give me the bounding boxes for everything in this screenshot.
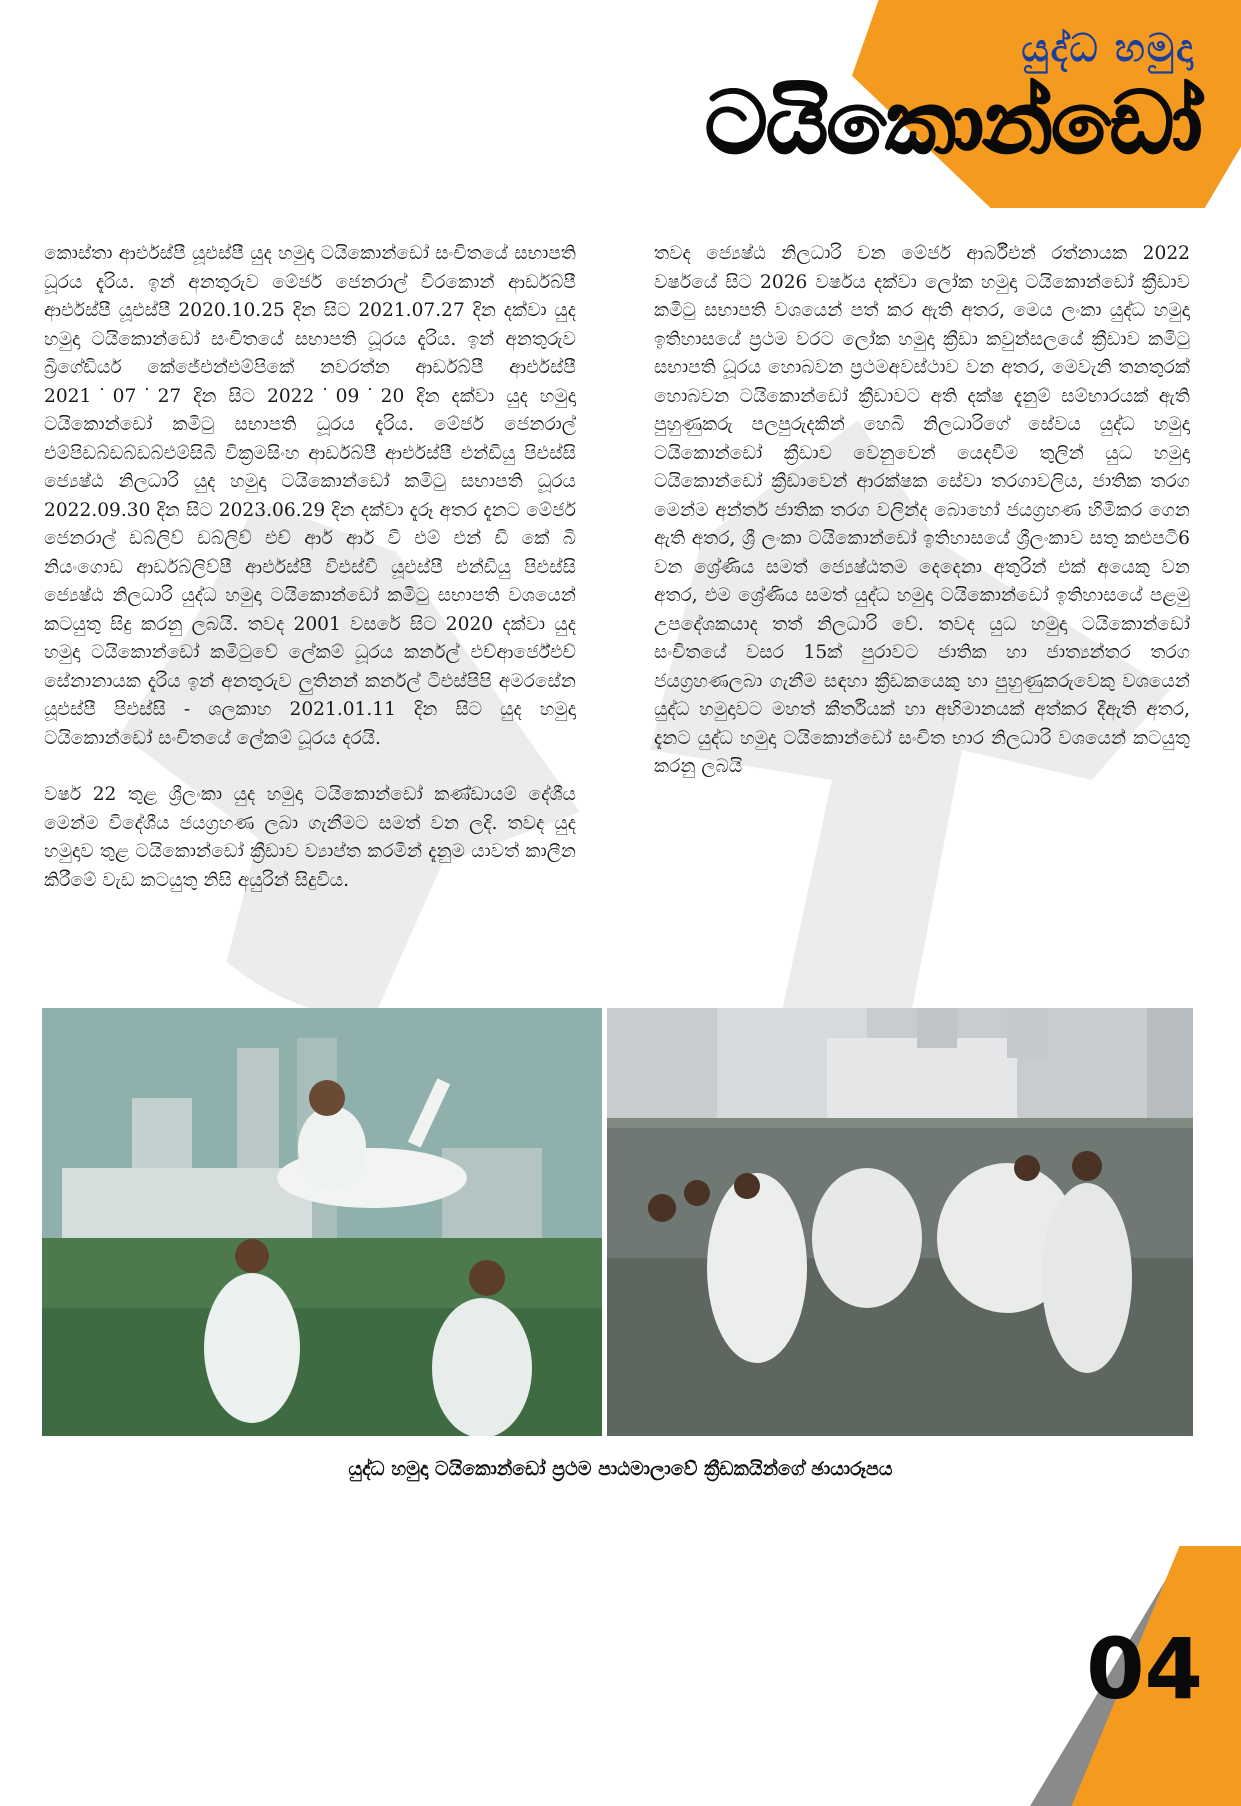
left-paragraph-1: කොස්තා ආර්එස්පී යූඑස්පී යුද හමුදා ටයිකොන්ඩෝ සංචිතයේ සභාපති ධූරය දැරිය. ඉන් අනතුරුව මේජර් ජෙනරාල් වීරකොන් ආර්ඩබ්පී ආර්එස්පී යූඑස්පී 2020.10.25 දින සිට 2021.07.27 දින දක්වා යුද හමුදා ටයිකොන්ඩෝ සංචිතයේ සභාපති ධූරය දැරිය. ඉන් අනතුරුව බ්‍රිගේඩියර් කේජේඑන්එම්පිකේ නවරත්න ආර්ඩබ්පී ආර්එස්පී 2021˙07˙27 දින සිට 2022˙09˙20 දින දක්වා යුද හමුදා ටයිකොන්ඩෝ කමිටු සභාපති ධූරය දැරිය. මේජර් ජෙනරාල් එම්පිඩබ්ඩබ්ඩබ්එම්සිබි වික්‍රමසිංහ ආර්ඩබ්පී ආර්එස්පී එන්ඩියු පිඑස්සි ජ්‍යෙෂ්ඨ නිලධාරි යුද හමුදා ටයිකොන්ඩෝ කමිටු සභාපති ධූරය 2022.09.30 දින සිට 2023.06.29 දින දක්වා දැරූ අතර දැනට මේජර් ජෙනරාල් ඩබ්ලිව් ඩබ්ලිව් එච් ආර් ආර් වි එම් එන් ඩි කේ බි නියංගොඩ ආර්ඩබ්ලිව්පී ආර්එස්පී විඑස්වී යූඑස්පී එන්ඩියු පිඑස්සි ජ්‍යෙෂ්ඨ නිලධාරි යුද්ධ හමුදා ටයිකොන්ඩෝ කමිටු සභාපති වශයෙන් කටයුතු සිදු කරනු ලබයි. තවද 2001 වසරේ සිට 2020 දක්වා යුද හමුදා ටයිකොන්ඩෝ කමිටුවේ ලේකම් ධූරය කර්නල් එච්ආර්ජේඑච් සේනානායක දැරිය ඉන් අනතුරුව ලුතිනන් කර්නල් ටිඑස්පිපි අමරසේන යූඑස්පී පිඑස්සි - ශලකාහ 2021.01.11 දින සිට යුද හමුදා ටයිකොන්ඩෝ සංචිතයේ ලේකම් ධූරය දරයි. bbox=[44, 243, 576, 749]
right-paragraph-1: තවද ජ්‍යෙෂ්ඨ නිලධාරි වන මේජර් ආර්බීඑන් රත්නායක 2022 වර්ෂයේ සිට 2026 වර්ෂය දක්වා ලෝක හමුදා ටයිකොන්ඩෝ ක්‍රීඩාව කමිටු සභාපති වශයෙන් පත් කර ඇති අතර, මෙය ලංකා යුද්ධ හමුදා ඉතිහාසයේ ප්‍රථම වරට ලෝක හමුදා ක්‍රීඩා කවුන්සලයේ ක්‍රීඩාව කමිටු සභාපති ධූරය හොබවන ප්‍රථමඅවස්ථාව වන අතර, මෙවැනි තනතුරක් හොබවන ටයිකොන්ඩෝ ක්‍රීඩාවට අති දක්ෂ දැනුම් සම්භාරයක් ඇති පුහුණුකරු පලපුරුදකින් හෙබි නිලධාරිගේ සේවය යුද්ධ හමුදා ටයිකොන්ඩෝ ක්‍රීඩාව වෙනුවෙන් යෙදවීම තුලින් යුධ හමුදා ටයිකොන්ඩෝ ක්‍රීඩාවෙන් ආරක්ෂක සේවා තරගාවලිය, ජාතික තරග මෙන්ම අන්තර් ජාතික තරග වලින්ද බොහෝ ජයග්‍රහණ හිමිකර ගෙන ඇති අතර, ශ්‍රී ලංකා ටයිකොන්ඩෝ ඉතිහාසයේ ශ්‍රීලංකාව සතු කළුපටි6 වන ශ්‍රේණිය සමත් ජ්‍යෙෂ්ඨතම දෙදෙනා අතුරින් එක් අයෙකු වන අතර, එම ශ්‍රේණිය සමත් යුද්ධ හමුදා ටයිකොන්ඩෝ ඉතිහාසයේ පළමු උපදේශකයාද තත් නිලධාරි වේ. තවද යුධ හමුදා ටයිකොන්ඩෝ සංචිතයේ වසර 15ක් පුරාවට ජාතික හා ජාත්‍යන්තර තරග ජයග්‍රහණලබා ගැනීම සඳහා ක්‍රීඩකයෙකු හා පුහුණුකරුවෙකු වශයෙන් යුද්ධ හමුදාවට මහත් කීර්තියක් හා අභිමානයක් අත්කර දීඇති අතර, දැනට යුද්ධ හමුදා ටයිකොන්ඩෝ සංචිත භාර නිලධාරි වශයෙන් කටයුතු කරනු ලබයි bbox=[654, 243, 1190, 777]
photo-icon bbox=[607, 1008, 1193, 1436]
page-number: 04 bbox=[1086, 1620, 1203, 1718]
photo-caption: යුද්ධ හමුදා ටයිකොන්ඩෝ ප්‍රථම පාඨමාලාවේ ක්‍රීඩකයින්ගේ ඡායාරූපය bbox=[348, 1458, 893, 1480]
taekwondo-flying-kick-photo bbox=[42, 1008, 602, 1436]
taekwondo-group-kick-photo bbox=[607, 1008, 1193, 1436]
left-column bbox=[44, 240, 576, 923]
header-subtitle: යුද්ධ හමුදා bbox=[1021, 26, 1195, 70]
right-column bbox=[654, 240, 1190, 810]
header-title: ටයිකොන්ඩෝ bbox=[705, 73, 1201, 173]
left-paragraph-2: වර්ෂ 22 තුළ ශ්‍රීලංකා යුද හමුදා ටයිකොන්ඩෝ කණ්ඩායම් දේශීය මෙන්ම විදේශීය ජයග්‍රහණ ලබා ගැනීමට සමත් වන ලදි. තවද යුද හමුදාව තුළ ටයිකොන්ඩෝ ක්‍රීඩාව ව්‍යාප්ත කරමින් දැනුම යාවත් කාලීන කිරීමේ වැඩ කටයුතු නිසි අයුරින් සිදුවිය. bbox=[44, 784, 576, 891]
photo-icon bbox=[42, 1008, 602, 1436]
